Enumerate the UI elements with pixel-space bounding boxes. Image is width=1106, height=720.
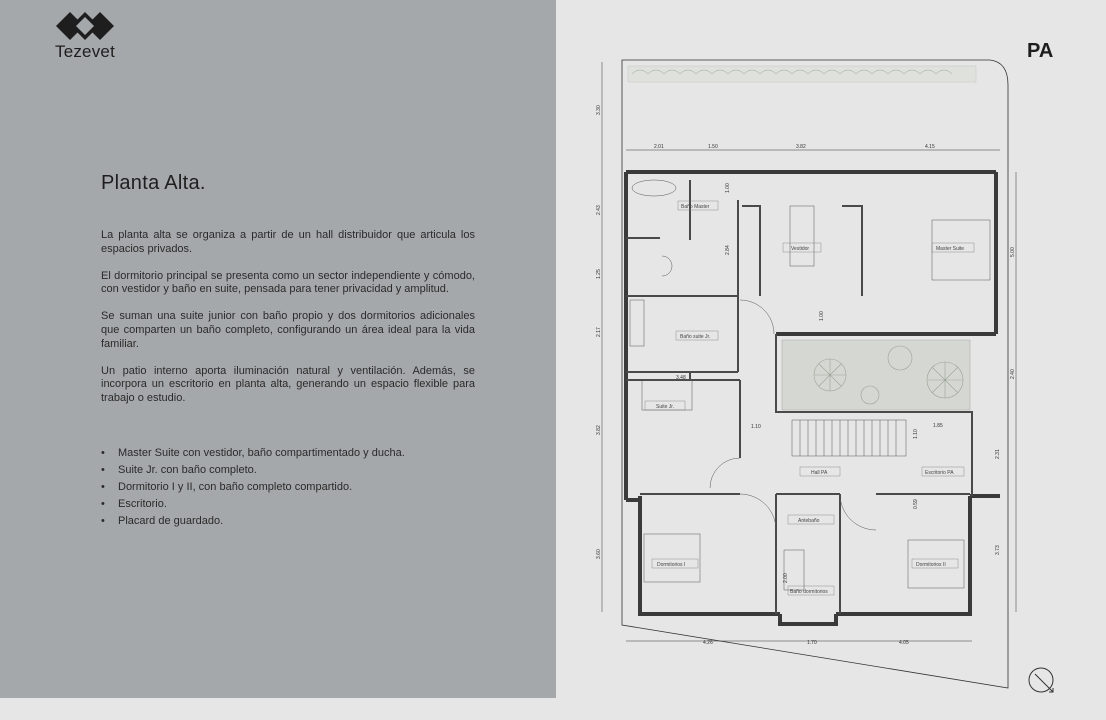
- dim-left-6: 3.60: [596, 549, 602, 559]
- north-arrow-icon: [1029, 668, 1053, 692]
- dim-inner-3: 1.00: [819, 311, 825, 321]
- list-item: • Placard de guardado.: [101, 513, 405, 530]
- dim-right-3: 2.31: [995, 449, 1001, 459]
- dim-inner-8: 0.59: [913, 499, 919, 509]
- page-title: Planta Alta.: [101, 172, 206, 194]
- floor-plan: [586, 55, 1066, 700]
- dim-top-3: 3.82: [796, 144, 806, 150]
- paragraph: La planta alta se organiza a partir de un hall distribuidor que articula los espacios privados.: [101, 229, 475, 255]
- room-bano-suite-jr: Baño suite Jr.: [680, 334, 711, 340]
- paragraph: Un patio interno aporta iluminación natural y ventilación. Además, se incorpora un escritorio en planta alta, generando un espacio flexible para trabajo o estudio.: [101, 364, 475, 404]
- dim-inner-2: 2.84: [725, 245, 731, 255]
- dim-top-4: 4.15: [925, 144, 935, 150]
- dim-bottom-1: 4.26: [703, 640, 713, 646]
- paragraph: El dormitorio principal se presenta como un sector independiente y cómodo, con vestidor y baño en suite, pensada para tener privacidad y amplitud.: [101, 269, 475, 296]
- room-dormitorio-1: Dormitorios I: [657, 562, 686, 568]
- room-hall-pa: Hall PA: [811, 470, 828, 476]
- page-label: PA: [1027, 40, 1054, 62]
- room-bano-master: Baño Master: [681, 204, 710, 210]
- room-vestidor: Vestidor: [791, 246, 810, 252]
- dim-left-5: 3.82: [596, 425, 602, 435]
- dim-left-3: 1.25: [596, 269, 602, 279]
- room-dormitorio-2: Dormitorios II: [916, 562, 946, 568]
- dim-inner-7: 1.10: [913, 429, 919, 439]
- dim-inner-1: 1.00: [725, 183, 731, 193]
- paragraph: Se suman una suite junior con baño propio y dos dormitorios adicionales que comparten un baño completo, configurando un área ideal para la vida familiar.: [101, 310, 475, 350]
- bottom-strip: [0, 698, 1106, 720]
- dim-inner-4: 3.48: [676, 375, 686, 381]
- dim-left-4: 2.17: [596, 327, 602, 337]
- dim-right-4: 3.73: [995, 545, 1001, 555]
- room-escritorio-pa: Escritorio PA: [925, 470, 954, 476]
- room-master-suite: Master Suite: [936, 246, 965, 252]
- room-antebano: Antebaño: [798, 518, 820, 524]
- room-suite-jr: Suite Jr.: [656, 404, 675, 410]
- dim-inner-9: 2.00: [783, 573, 789, 583]
- feature-list: [101, 445, 405, 530]
- dim-inner-5: 1.10: [751, 424, 761, 430]
- dim-right-1: 5.00: [1010, 247, 1016, 257]
- brand-name: Tezevet: [55, 42, 115, 61]
- tezevet-logo-icon: [56, 10, 114, 42]
- list-item: • Dormitorio I y II, con baño completo compartido.: [101, 479, 405, 496]
- brand-logo: [48, 10, 122, 64]
- dim-left-1: 3.30: [596, 105, 602, 115]
- list-item: • Escritorio.: [101, 496, 405, 513]
- dim-bottom-2: 1.70: [807, 640, 817, 646]
- room-bano-dormitorios: Baño dormitorios: [790, 589, 828, 595]
- dim-top-2: 1.50: [708, 144, 718, 150]
- description: [101, 229, 475, 419]
- dim-right-2: 2.40: [1010, 369, 1016, 379]
- dim-bottom-3: 4.05: [899, 640, 909, 646]
- dim-left-2: 2.43: [596, 205, 602, 215]
- dim-inner-6: 1.85: [933, 423, 943, 429]
- list-item: • Master Suite con vestidor, baño compartimentado y ducha.: [101, 445, 405, 462]
- dim-top-1: 2.01: [654, 144, 664, 150]
- list-item: • Suite Jr. con baño completo.: [101, 462, 405, 479]
